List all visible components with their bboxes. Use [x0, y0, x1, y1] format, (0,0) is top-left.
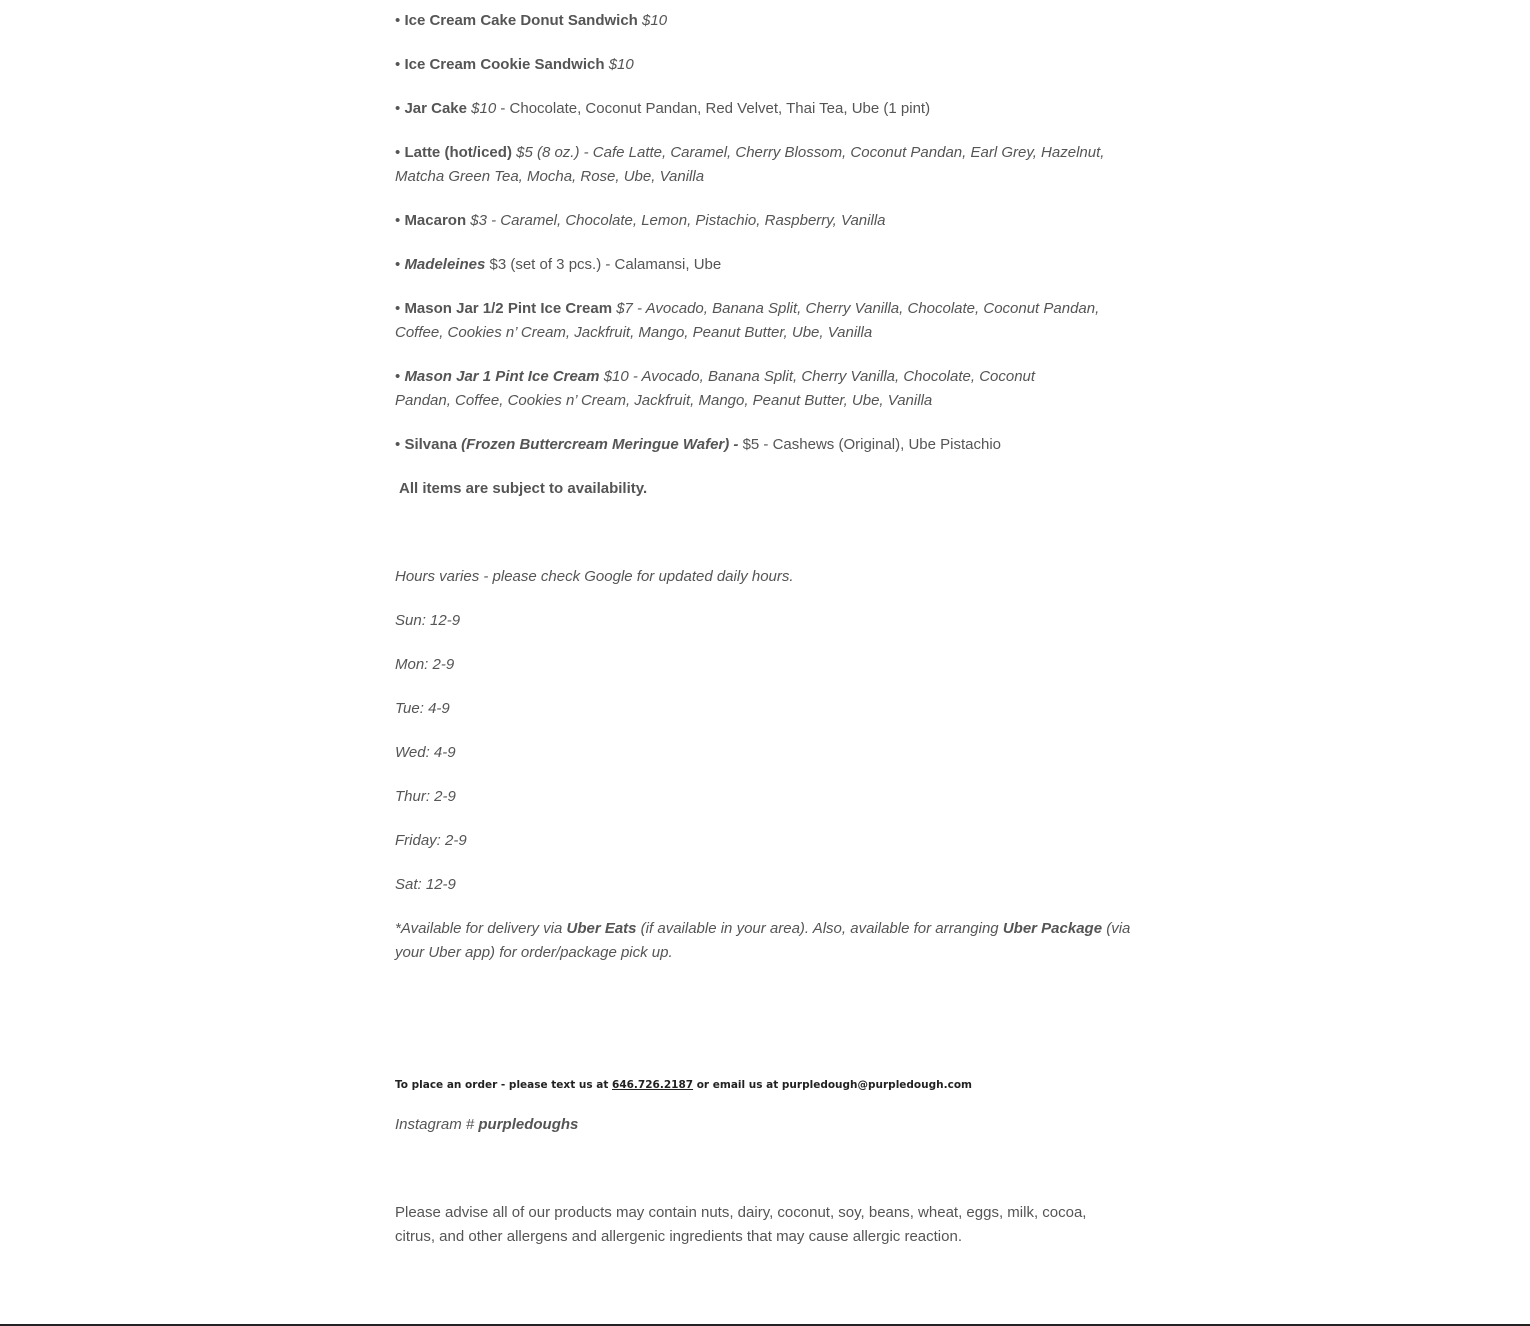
order-info: To place an order - please text us at 646.726.2187 or email us at purpledough@purpledough.com	[395, 1079, 972, 1091]
menu-item-price: $10	[642, 12, 668, 29]
menu-item-price: $3 (set of 3 pcs.) - Calamansi, Ube	[489, 256, 722, 273]
menu-item	[395, 253, 1135, 277]
phone-link[interactable]: 646.726.2187	[612, 1079, 694, 1091]
menu-item-name: Latte (hot/iced)	[404, 144, 512, 161]
menu-item-name: Mason Jar 1 Pint Ice Cream	[404, 368, 600, 385]
bullet: •	[395, 56, 401, 73]
instagram-line: Instagram # purpledoughs	[395, 1116, 579, 1133]
menu-item-details: Pandan, Coffee, Cookies n’ Cream, Jackfruit, Mango, Peanut Butter, Ube, Vanilla	[395, 392, 933, 409]
menu-item-price: $10	[471, 100, 497, 117]
menu-item-price: $10	[608, 56, 634, 73]
menu-item-details: - Chocolate, Coconut Pandan, Red Velvet, Thai Tea, Ube (1 pint)	[496, 100, 931, 117]
bullet: •	[395, 212, 401, 229]
menu-item-subname: (Frozen Buttercream Meringue Wafer) -	[461, 436, 739, 453]
allergen-notice: Please advise all of our products may contain nuts, dairy, coconut, soy, beans, wheat, eggs, milk, cocoa, citrus, and other allergens and allergenic ingredients that may cause allergic reaction.	[395, 1204, 1087, 1245]
menu-item	[395, 53, 1135, 77]
menu-item-name: Ice Cream Cookie Sandwich	[404, 56, 605, 73]
bullet: •	[395, 100, 401, 117]
hours-day: Tue: 4-9	[395, 700, 450, 717]
menu-item	[395, 433, 1135, 457]
menu-item-price: $10 - Avocado, Banana Split, Cherry Vanilla, Chocolate, Coconut	[603, 368, 1036, 385]
bullet: •	[395, 368, 401, 385]
hours-day: Mon: 2-9	[395, 656, 455, 673]
menu-item-price: $5 - Cashews (Original), Ube Pistachio	[742, 436, 1002, 453]
delivery-note: *Available for delivery via Uber Eats (if available in your area). Also, available for arranging Uber Package (via your Uber app) for order/package pick up.	[395, 920, 1131, 961]
menu-item	[395, 141, 1135, 189]
menu-item-price: $3 - Caramel, Chocolate, Lemon, Pistachio, Raspberry, Vanilla	[470, 212, 886, 229]
hours-day: Sat: 12-9	[395, 876, 456, 893]
availability-note: All items are subject to availability.	[399, 480, 648, 497]
uber-package-label: Uber Package	[1002, 920, 1103, 937]
menu-item-name: Mason Jar 1/2 Pint Ice Cream	[404, 300, 613, 317]
bullet: •	[395, 144, 401, 161]
bullet: •	[395, 12, 401, 29]
uber-eats-label: Uber Eats	[566, 920, 637, 937]
bullet: •	[395, 300, 401, 317]
menu-item	[395, 97, 1135, 121]
menu-item	[395, 365, 1135, 413]
hours-day: Thur: 2-9	[395, 788, 456, 805]
menu-item-name: Silvana	[404, 436, 457, 453]
menu-item-name: Macaron	[404, 212, 467, 229]
menu-item	[395, 9, 1135, 33]
hours-day: Sun: 12-9	[395, 612, 461, 629]
menu-item	[395, 297, 1135, 345]
menu-item-name: Madeleines	[404, 256, 486, 273]
menu-item-price: $7 - Avocado, Banana Split, Cherry Vanilla, Chocolate, Coconut Pandan, Coffee, Cookies n’ Cream, Jackfruit, Mango, Peanut Butter, Ube, Vanilla	[395, 300, 1100, 341]
hours-day: Wed: 4-9	[395, 744, 456, 761]
menu-item-price: $5 (8 oz.) - Cafe Latte, Caramel, Cherry Blossom, Coconut Pandan, Earl Grey, Hazelnut, Matcha Green Tea, Mocha, Rose, Ube, Vanilla	[395, 144, 1105, 185]
hours-intro: Hours varies - please check Google for updated daily hours.	[395, 568, 794, 585]
bullet: •	[395, 256, 401, 273]
menu-item-name: Ice Cream Cake Donut Sandwich	[404, 12, 638, 29]
hours-day: Friday: 2-9	[395, 832, 467, 849]
bullet: •	[395, 436, 401, 453]
instagram-handle: purpledoughs	[478, 1116, 579, 1133]
menu-item-name: Jar Cake	[404, 100, 467, 117]
menu-item	[395, 209, 1135, 233]
